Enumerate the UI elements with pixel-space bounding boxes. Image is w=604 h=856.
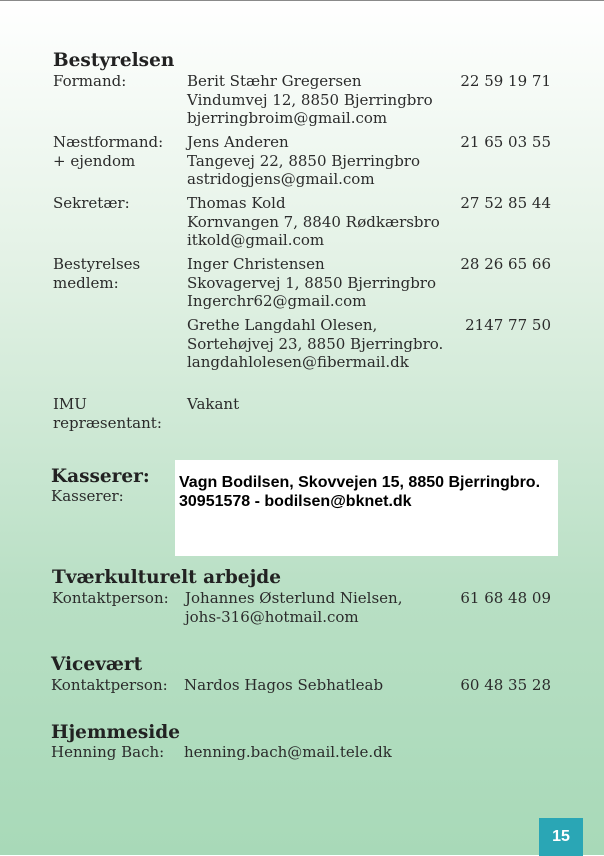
kasserer-line2: 30951578 - bodilsen@bknet.dk <box>179 493 412 510</box>
role-naestformand <box>53 133 163 170</box>
medlem1-email: Ingerchr62@gmail.com <box>187 292 367 310</box>
role-bestyrelsesmedlem <box>53 255 140 292</box>
role-formand: Formand: <box>53 72 127 90</box>
role-sekretaer: Sekretær: <box>53 194 130 212</box>
medlem2-phone: 2147 77 50 <box>465 316 551 334</box>
section-heading-tvaerkulturelt: Tværkulturelt arbejde <box>52 567 281 588</box>
page-number: 15 <box>539 818 583 856</box>
sekretaer-details <box>187 194 440 250</box>
role-vicevaert-kontakt: Kontaktperson: <box>51 676 168 694</box>
naestformand-phone: 21 65 03 55 <box>460 133 551 151</box>
kasserer-info-text <box>179 473 540 511</box>
role-naestformand-line2: + ejendom <box>53 151 136 170</box>
formand-email: bjerringbroim@gmail.com <box>187 109 388 127</box>
kasserer-line1: Vagn Bodilsen, Skovvejen 15, 8850 Bjerringbro. <box>179 474 541 491</box>
vicevaert-name: Nardos Hagos Sebhatleab <box>184 676 384 694</box>
medlem2-details <box>187 316 443 372</box>
tvaerkulturelt-details <box>185 589 402 626</box>
formand-name: Berit Stæhr Gregersen <box>187 72 362 90</box>
tvaerkulturelt-email: johs-316@hotmail.com <box>185 607 359 626</box>
naestformand-email: astridogjens@gmail.com <box>187 170 375 188</box>
role-hjemmeside: Henning Bach: <box>51 743 165 761</box>
role-imu-line1: IMU <box>53 395 87 413</box>
role-kasserer: Kasserer: <box>51 487 124 505</box>
tvaerkulturelt-phone: 61 68 48 09 <box>460 589 551 607</box>
medlem1-phone: 28 26 65 66 <box>460 255 551 273</box>
section-heading-hjemmeside: Hjemmeside <box>51 722 181 743</box>
sekretaer-address: Kornvangen 7, 8840 Rødkærsbro <box>187 212 440 231</box>
formand-address: Vindumvej 12, 8850 Bjerringbro <box>187 90 433 109</box>
naestformand-address: Tangevej 22, 8850 Bjerringbro <box>187 151 421 170</box>
medlem1-address: Skovagervej 1, 8850 Bjerringbro <box>187 273 437 292</box>
section-heading-kasserer: Kasserer: <box>51 466 150 487</box>
medlem2-address: Sortehøjvej 23, 8850 Bjerringbro. <box>187 334 444 353</box>
imu-value: Vakant <box>187 395 240 413</box>
kasserer-info-box <box>175 460 558 556</box>
naestformand-name: Jens Anderen <box>187 133 289 151</box>
sekretaer-name: Thomas Kold <box>187 194 286 212</box>
role-tvaerkulturelt-kontakt: Kontaktperson: <box>52 589 169 607</box>
sekretaer-email: itkold@gmail.com <box>187 231 325 249</box>
role-imu-line2: repræsentant: <box>53 413 162 432</box>
sekretaer-phone: 27 52 85 44 <box>460 194 551 212</box>
medlem2-name: Grethe Langdahl Olesen, <box>187 316 378 334</box>
formand-details <box>187 72 433 128</box>
naestformand-details <box>187 133 420 189</box>
role-naestformand-line1: Næstformand: <box>53 133 164 151</box>
section-heading-vicevaert: Vicevært <box>51 654 143 675</box>
medlem2-email: langdahlolesen@fibermail.dk <box>187 353 409 371</box>
role-imu <box>53 395 162 432</box>
medlem1-name: Inger Christensen <box>187 255 325 273</box>
role-bestyrelsesmedlem-line2: medlem: <box>53 273 119 292</box>
role-bestyrelsesmedlem-line1: Bestyrelses <box>53 255 141 273</box>
medlem1-details <box>187 255 436 311</box>
tvaerkulturelt-name: Johannes Østerlund Nielsen, <box>185 589 403 607</box>
hjemmeside-email: henning.bach@mail.tele.dk <box>184 743 392 761</box>
vicevaert-phone: 60 48 35 28 <box>460 676 551 694</box>
section-heading-bestyrelsen: Bestyrelsen <box>53 50 175 71</box>
formand-phone: 22 59 19 71 <box>460 72 551 90</box>
